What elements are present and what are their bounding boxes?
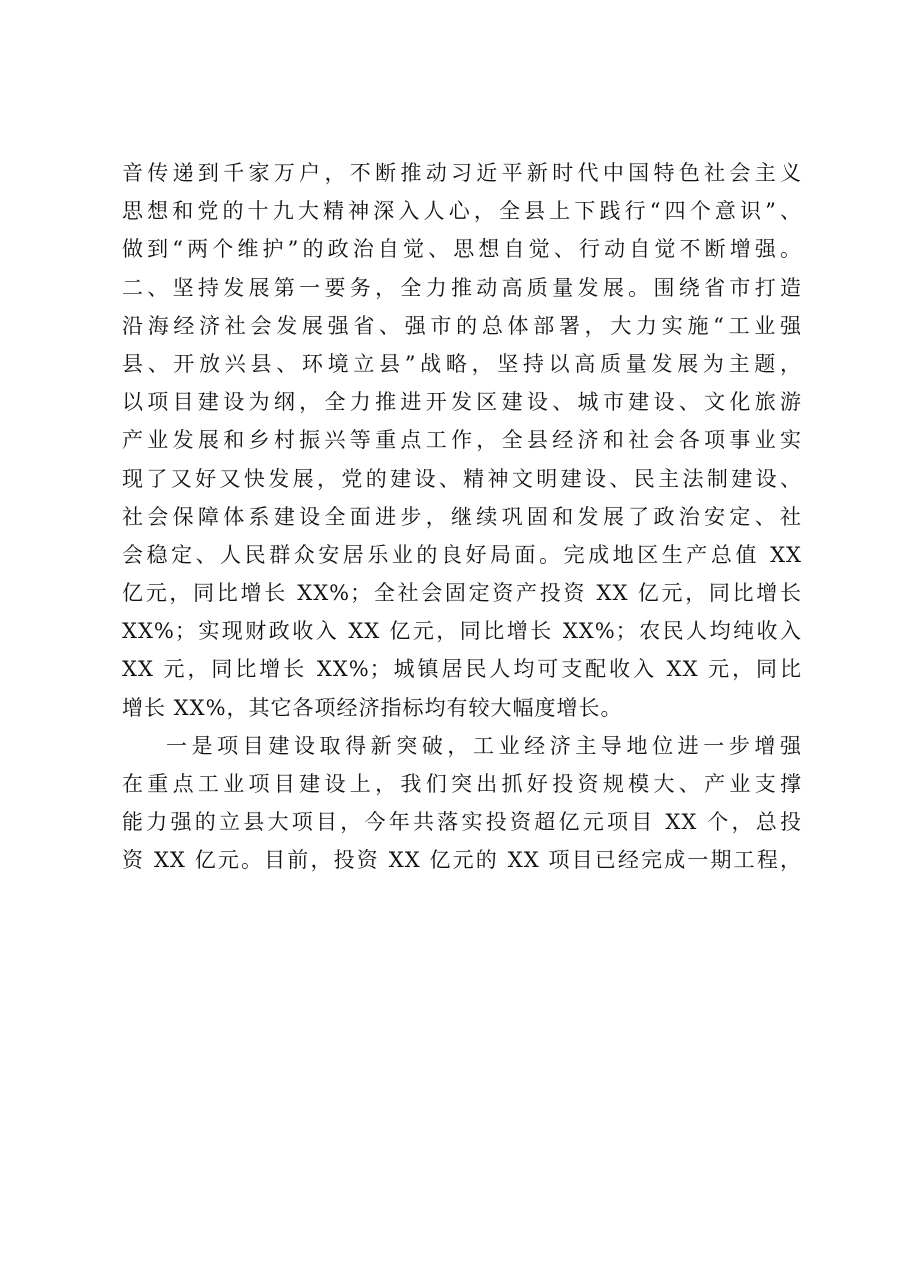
text-line: 以项目建设为纲，全力推进开发区建设、城市建设、文化旅游 — [122, 390, 802, 415]
text-line: 一是项目建设取得新突破，工业经济主导地位进一步增强 — [166, 733, 802, 758]
body-text — [122, 154, 802, 880]
text-line: 产业发展和乡村振兴等重点工作，全县经济和社会各项事业实 — [122, 428, 802, 453]
text-line: 现了又好又快发展，党的建设、精神文明建设、民主法制建设、 — [122, 466, 802, 491]
text-line: 在重点工业项目建设上，我们突出抓好投资规模大、产业支撑 — [122, 772, 802, 796]
text-line: 做到“两个维护”的政治自觉、思想自觉、行动自觉不断增强。 — [122, 237, 802, 262]
text-line: 资 XX 亿元。目前，投资 XX 亿元的 XX 项目已经完成一期工程， — [122, 848, 802, 873]
text-line: 会稳定、人民群众安居乐业的良好局面。完成地区生产总值 XX — [122, 542, 802, 567]
text-line: 思想和党的十九大精神深入人心，全县上下践行“四个意识”、 — [122, 199, 802, 224]
text-line: 县、开放兴县、环境立县”战略，坚持以高质量发展为主题， — [122, 351, 802, 376]
text-line: 亿元，同比增长 XX%；全社会固定资产投资 XX 亿元，同比增长 — [122, 581, 802, 606]
text-line: 二、坚持发展第一要务，全力推动高质量发展。围绕省市打造 — [122, 275, 802, 300]
text-line: XX%；实现财政收入 XX 亿元，同比增长 XX%；农民人均纯收入 — [122, 619, 802, 644]
text-line: 增长 XX%，其它各项经济指标均有较大幅度增长。 — [122, 695, 623, 720]
text-line: 音传递到千家万户，不断推动习近平新时代中国特色社会主义 — [122, 161, 802, 185]
text-line: XX 元，同比增长 XX%；城镇居民人均可支配收入 XX 元，同比 — [122, 657, 802, 682]
text-line: 沿海经济社会发展强省、强市的总体部署，大力实施“工业强 — [122, 313, 802, 338]
text-line: 社会保障体系建设全面进步，继续巩固和发展了政治安定、社 — [122, 504, 802, 529]
text-line: 能力强的立县大项目，今年共落实投资超亿元项目 XX 个，总投 — [122, 810, 802, 835]
